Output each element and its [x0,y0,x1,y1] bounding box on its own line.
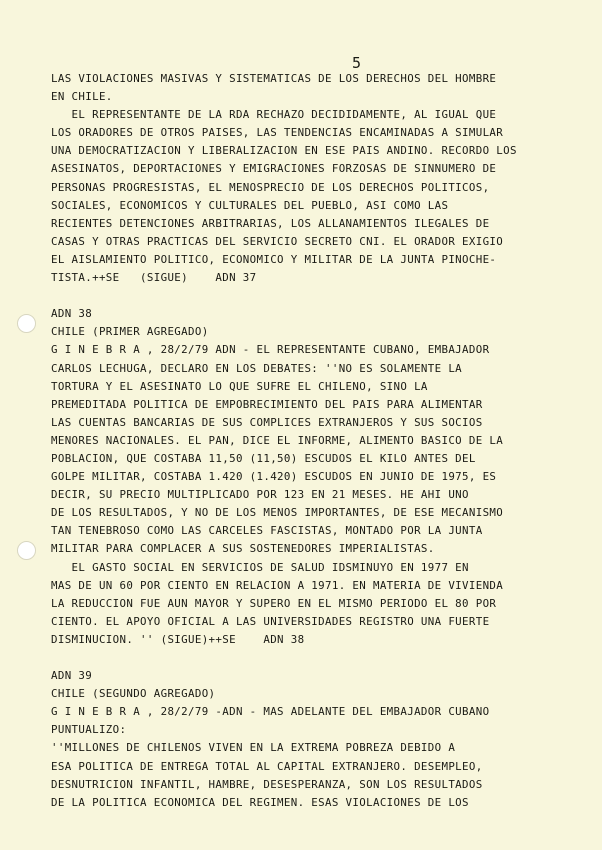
text-line: G I N E B R A , 28/2/79 ADN - EL REPRESENTANTE CUBANO, EMBAJADOR [51,343,490,357]
blank-line [51,287,571,305]
text-line: PERSONAS PROGRESISTAS, EL MENOSPRECIO DE LOS DERECHOS POLITICOS, [51,180,490,194]
text-line: TISTA.++SE (SIGUE) ADN 37 [51,271,257,285]
dispatch-heading: CHILE (PRIMER AGREGADO) [51,325,209,339]
text-line: CASAS Y OTRAS PRACTICAS DEL SERVICIO SECRETO CNI. EL ORADOR EXIGIO [51,234,504,248]
text-line: LOS ORADORES DE OTROS PAISES, LAS TENDENCIAS ENCAMINADAS A SIMULAR [51,126,504,140]
text-line: EL GASTO SOCIAL EN SERVICIOS DE SALUD IDSMINUYO EN 1977 EN [51,560,469,574]
text-line: PUNTUALIZO: [51,723,127,737]
punch-hole [17,314,36,333]
text-line: DESNUTRICION INFANTIL, HAMBRE, DESESPERANZA, SON LOS RESULTADOS [51,777,483,791]
text-line: EL AISLAMIENTO POLITICO, ECONOMICO Y MILITAR DE LA JUNTA PINOCHE- [51,252,497,266]
text-line: POBLACION, QUE COSTABA 11,50 (11,50) ESCUDOS EL KILO ANTES DEL [51,451,476,465]
text-line: UNA DEMOCRATIZACION Y LIBERALIZACION EN ESE PAIS ANDINO. RECORDO LOS [51,144,517,158]
text-line: CARLOS LECHUGA, DECLARO EN LOS DEBATES: ''NO ES SOLAMENTE LA [51,361,463,375]
text-line: DECIR, SU PRECIO MULTIPLICADO POR 123 EN 21 MESES. HE AHI UNO [51,488,469,502]
text-line: EN CHILE. [51,90,113,104]
text-line: MENORES NACIONALES. EL PAN, DICE EL INFORME, ALIMENTO BASICO DE LA [51,433,504,447]
text-line: LAS VIOLACIONES MASIVAS Y SISTEMATICAS DE LOS DERECHOS DEL HOMBRE [51,72,497,85]
text-line: TAN TENEBROSO COMO LAS CARCELES FASCISTAS, MONTADO POR LA JUNTA [51,524,483,538]
dispatch-heading: CHILE (SEGUNDO AGREGADO) [51,687,216,701]
text-line: DE LOS RESULTADOS, Y NO DE LOS MENOS IMPORTANTES, DE ESE MECANISMO [51,506,504,520]
text-line: TORTURA Y EL ASESINATO LO QUE SUFRE EL CHILENO, SINO LA [51,379,428,393]
text-line: G I N E B R A , 28/2/79 -ADN - MAS ADELANTE DEL EMBAJADOR CUBANO [51,705,490,719]
text-line: EL REPRESENTANTE DE LA RDA RECHAZO DECIDIDAMENTE, AL IGUAL QUE [51,108,497,122]
text-line: CIENTO. EL APOYO OFICIAL A LAS UNIVERSIDADES REGISTRO UNA FUERTE [51,614,490,628]
dispatch-id: ADN 39 [51,669,93,683]
text-line: DISMINUCION. '' (SIGUE)++SE ADN 38 [51,632,305,646]
text-line: ''MILLONES DE CHILENOS VIVEN EN LA EXTREMA POBREZA DEBIDO A [51,741,456,755]
text-line: ASESINATOS, DEPORTACIONES Y EMIGRACIONES FORZOSAS DE SINNUMERO DE [51,162,497,176]
text-line: PREMEDITADA POLITICA DE EMPOBRECIMIENTO DEL PAIS PARA ALIMENTAR [51,397,483,411]
text-line: DE LA POLITICA ECONOMICA DEL REGIMEN. ESAS VIOLACIONES DE LOS [51,795,469,809]
text-body [51,70,571,812]
text-line: MAS DE UN 60 POR CIENTO EN RELACION A 1971. EN MATERIA DE VIVIENDA [51,578,504,592]
text-line: MILITAR PARA COMPLACER A SUS SOSTENEDORES IMPERIALISTAS. [51,542,435,556]
blank-line [51,649,571,667]
text-line: ESA POLITICA DE ENTREGA TOTAL AL CAPITAL EXTRANJERO. DESEMPLEO, [51,759,483,773]
text-line: RECIENTES DETENCIONES ARBITRARIAS, LOS ALLANAMIENTOS ILEGALES DE [51,216,490,230]
punch-hole [17,541,36,560]
text-line: GOLPE MILITAR, COSTABA 1.420 (1.420) ESCUDOS EN JUNIO DE 1975, ES [51,470,497,484]
page-number: 5 [352,54,362,72]
text-line: LA REDUCCION FUE AUN MAYOR Y SUPERO EN EL MISMO PERIODO EL 80 POR [51,596,497,610]
text-line: LAS CUENTAS BANCARIAS DE SUS COMPLICES EXTRANJEROS Y SUS SOCIOS [51,415,483,429]
text-line: SOCIALES, ECONOMICOS Y CULTURALES DEL PUEBLO, ASI COMO LAS [51,198,449,212]
dispatch-id: ADN 38 [51,307,93,321]
